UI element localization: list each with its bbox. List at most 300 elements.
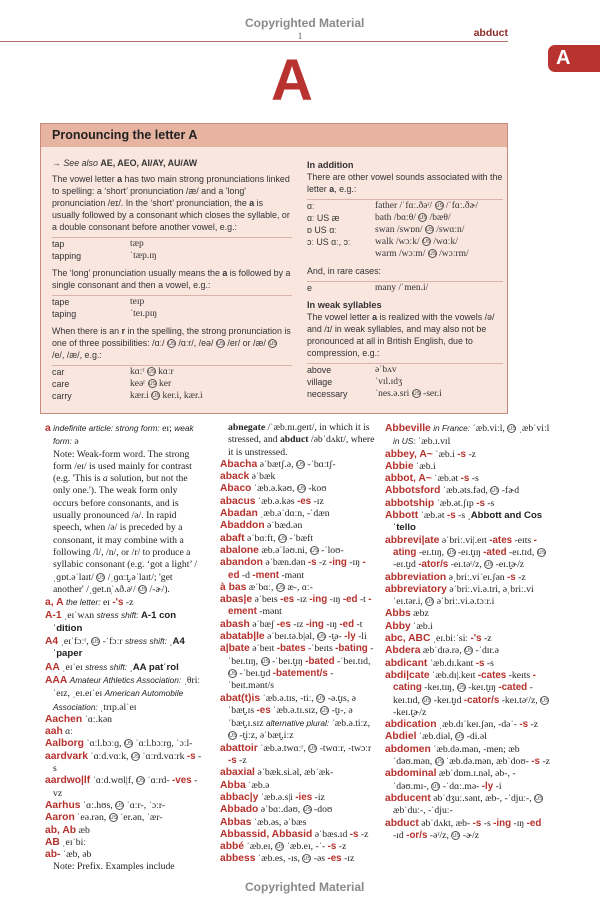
text: ˈæb.dɪ|.keɪt — [429, 669, 478, 681]
us-marker: US — [317, 695, 325, 702]
text: is usually followed by a consonant which closes the syllable, or a double consonant before another vowel, e.g.: — [52, 198, 290, 232]
headword: abandon — [220, 557, 263, 569]
dictionary-entry — [220, 767, 376, 779]
text: -t̬ɪ-, əˈbæt̬.ɪ.sɪz — [228, 704, 353, 730]
thumb-index-tab[interactable]: A — [548, 45, 600, 72]
text: /er/ or /æ/ — [224, 338, 269, 348]
headword: abbey, A~ — [385, 448, 433, 460]
text: əˈbæs.ɪd — [312, 828, 350, 840]
us-marker: US — [541, 697, 549, 704]
text: ˈæb.ə.tɪ.sɪz, — [270, 704, 321, 716]
us-marker: US — [485, 562, 493, 569]
example-pronunciation — [130, 308, 292, 320]
box-title: Pronouncing the letter A — [41, 124, 507, 147]
headword: Aaron — [45, 812, 75, 824]
us-marker: US — [303, 856, 311, 863]
dictionary-entry — [385, 449, 550, 461]
headword: abduct — [385, 817, 419, 829]
dictionary-entry — [45, 422, 205, 449]
text: -mənt — [279, 569, 305, 581]
inflection: -es — [280, 594, 295, 606]
us-marker: US — [491, 488, 499, 495]
example: ˌA4 ˈpaper — [53, 636, 185, 660]
headword: Abba — [220, 779, 246, 791]
text: ˈɑːrd.vɑːrk — [139, 750, 187, 762]
dictionary-entry — [220, 693, 376, 743]
example-row — [52, 390, 292, 402]
box-body — [41, 147, 507, 413]
dictionary-entry — [385, 658, 550, 670]
text: -ˈbeɪ.tɪd, — [334, 655, 371, 667]
dictionary-entry — [220, 631, 376, 643]
text: -s — [455, 510, 468, 522]
text: -doʊ — [311, 804, 333, 816]
text: Note: Prefix. Examples include — [53, 861, 175, 873]
dictionary-entry — [45, 775, 205, 800]
text: ˈæb.es, -ɪs, — [255, 853, 303, 865]
example-pronunciation — [375, 200, 503, 212]
dictionary-entry — [45, 825, 205, 837]
text: /e/, /æ/, e.g.: — [52, 350, 102, 360]
example-table — [52, 295, 292, 320]
us-marker: US — [261, 658, 270, 665]
text: æbz — [410, 608, 429, 620]
example-word — [307, 248, 375, 260]
text: ˈæb.viːl, — [470, 423, 508, 434]
headword: Abbeville — [385, 423, 431, 434]
inflection: -s — [460, 473, 470, 485]
text: kær.i — [130, 391, 152, 401]
text: -ˈfɔːr — [100, 636, 125, 648]
text: -s — [484, 657, 494, 669]
text: ˈæb.i — [410, 620, 433, 632]
dictionary-entry — [220, 817, 376, 829]
example-row — [52, 296, 292, 308]
text: /bæθ/ — [427, 213, 451, 223]
text: -di.əl — [464, 731, 487, 743]
dictionary-entry — [220, 508, 376, 520]
example-table — [307, 281, 503, 294]
example-word: tapping — [52, 251, 82, 261]
text: ˈæb.ə.kəs — [255, 495, 297, 507]
bold-text: r — [121, 326, 126, 336]
headword: Abdiel — [385, 731, 417, 743]
text: -t — [354, 618, 363, 630]
headword: AB — [45, 836, 60, 848]
dictionary-entry — [385, 584, 550, 609]
us-marker: US — [139, 586, 147, 593]
headword: abducent — [385, 792, 431, 804]
text: ˈæb.i — [413, 460, 436, 472]
box-paragraph — [307, 311, 503, 359]
dictionary-entry — [220, 483, 376, 495]
bold-text: AE, AEO, AI/AY, AU/AW — [100, 158, 198, 168]
text: ˈæb.eɪ, -ˈ- — [284, 841, 328, 853]
example-pronunciation — [130, 238, 292, 250]
example-pronunciation — [130, 296, 292, 308]
text: əˈbɑːft, — [244, 532, 278, 544]
text: teɪp — [130, 297, 145, 307]
example-row — [307, 364, 503, 376]
text: -ɪŋ — [511, 817, 527, 829]
us-marker: US — [419, 215, 427, 221]
dictionary-entry — [385, 793, 550, 818]
dictionary-entry — [45, 837, 205, 849]
text: -ˈbeɪ.tɪŋ, — [228, 643, 374, 667]
inflection: -ed — [339, 618, 355, 630]
us-marker: US — [537, 549, 546, 556]
text: -keɪ.tɪŋ, — [421, 682, 457, 694]
example-word: above — [307, 365, 332, 375]
text: And, in rare cases: — [307, 266, 381, 276]
text: -eɪ.təʳ/z, — [448, 559, 485, 571]
example-word: ɒ US ɑː — [307, 225, 337, 235]
us-marker: US — [309, 745, 317, 752]
dictionary-column-2 — [220, 422, 376, 866]
example-word: taping — [52, 309, 77, 319]
text: -ɪz — [341, 853, 355, 865]
text: ˌeɪˈbiː — [59, 836, 86, 848]
dictionary-entry — [220, 841, 376, 853]
headword: Aachen — [45, 713, 83, 725]
inflection: -s — [307, 557, 317, 569]
us-marker: US — [147, 369, 156, 375]
text: æˈbɑː, — [246, 581, 276, 593]
text: ˈɑːd.vɑːk, — [87, 750, 131, 762]
text: əˈbæk — [249, 471, 276, 483]
label: in France: — [433, 423, 471, 433]
text: There are other vowel sounds associated with the letter — [307, 172, 503, 194]
text: ˈæb.də.mən, æbˈdoʊ- — [443, 756, 532, 768]
headword: abattoir — [220, 742, 258, 754]
headword: Abdera — [385, 645, 421, 657]
us-marker: US — [452, 832, 460, 839]
us-marker: US — [447, 549, 456, 556]
inflection: -ves — [172, 775, 192, 787]
text: /wɑːk/ — [430, 237, 458, 247]
text: When there is an — [52, 326, 122, 336]
text: ˈæb.diəl, — [416, 731, 456, 743]
us-marker: US — [167, 341, 176, 347]
us-marker: US — [297, 486, 306, 493]
us-marker: US — [109, 815, 118, 822]
inflection: -s — [186, 750, 196, 762]
dictionary-entry — [45, 751, 205, 776]
headword: abas|e — [220, 594, 253, 606]
headword: Abbotsford — [385, 485, 441, 497]
text: -vz — [53, 775, 198, 799]
inflection: -s — [446, 510, 456, 522]
text: ˌæb.əˈdɑːn, -ˈdæn — [257, 508, 330, 520]
example-word: tap — [52, 239, 65, 249]
inflection: -s — [519, 719, 529, 731]
text: -ˈbɑːtʃ- — [304, 458, 336, 470]
text: -z — [336, 841, 347, 853]
text: many /ˈmen.i/ — [375, 283, 429, 293]
text: ˌeɪˈfɔːʳ, — [58, 636, 92, 648]
headword: abat(t)is — [220, 692, 261, 704]
text: ˌθriːˈeɪz, ˌeɪ.eɪˈeɪ — [53, 674, 201, 700]
text: əˈbæn.dən — [262, 557, 308, 569]
headword: abbot, A~ — [385, 473, 432, 485]
box-paragraph — [307, 265, 503, 277]
box-paragraph — [52, 157, 292, 169]
text: əˈbʌv — [375, 365, 397, 375]
text: -s — [53, 750, 202, 775]
text: is realized with the vowels /ə/ and /ɪ/ in weak syllables, and may also not be pronounced at all in British English, due to compression, e.g.: — [307, 312, 495, 358]
text: -eɪts — [512, 534, 534, 546]
inflection: -es — [296, 495, 312, 507]
page-number: 1 — [297, 31, 303, 41]
dictionary-entry — [220, 459, 376, 471]
headword: abbrevi|ate — [385, 534, 440, 546]
example-pronunciation — [375, 364, 503, 376]
dictionary-column-3 — [385, 422, 550, 842]
headword: AA — [45, 661, 60, 673]
inflection: -ing — [305, 618, 324, 630]
text: -iz — [312, 791, 325, 803]
text: /swɑːn/ — [433, 225, 465, 235]
headword: A4 — [45, 636, 59, 648]
inflection: -s — [476, 497, 485, 509]
italic-text: a — [102, 473, 108, 485]
headword: a, A — [45, 597, 64, 609]
text: kɑːʳ — [130, 367, 147, 377]
dictionary-entry — [220, 829, 376, 841]
text: ˈtæp.ɪŋ — [130, 251, 157, 261]
headword: abdomen — [385, 743, 431, 755]
text: The vowel letter — [52, 174, 118, 184]
text: -eɪ.t̬ɪŋ — [455, 546, 484, 558]
text: -keɪ.tɪd, — [393, 682, 533, 706]
dictionary-entry — [220, 520, 376, 532]
us-marker: US — [321, 707, 329, 714]
text: /ˌɡɑːt̬.əˈlaɪt/; 'get another' /ˌɡet.n̩ˈʌð.əʳ/ — [53, 571, 173, 595]
example-pronunciation — [130, 378, 292, 390]
inflection: -s — [349, 828, 359, 840]
dictionary-entry — [220, 557, 376, 582]
example-word: car — [52, 367, 65, 377]
inflection: -ies — [295, 791, 313, 803]
us-marker: US — [422, 239, 431, 245]
dictionary-entry — [45, 596, 205, 609]
text: æb — [76, 824, 90, 836]
inflection: -batement/s — [272, 667, 328, 679]
us-marker: US — [124, 741, 133, 748]
box-paragraph — [307, 171, 503, 195]
text: ˈɑːl.bɔːrɡ, ˈɔːl- — [132, 738, 193, 750]
example-pronunciation — [130, 250, 292, 262]
label: stress shift: — [124, 636, 167, 647]
dictionary-entry — [220, 792, 376, 804]
inflection: -ly — [481, 780, 494, 792]
text: ˈæb.ət — [431, 473, 461, 485]
dictionary-entry — [385, 461, 550, 473]
inflection: -ment — [252, 569, 280, 581]
inflection: -cates — [477, 669, 507, 681]
text: əˈbeɪs — [252, 594, 281, 606]
text: -t̬ə- — [325, 631, 345, 643]
example-row — [307, 282, 503, 294]
dictionary-entry — [220, 743, 376, 768]
dictionary-entry — [385, 422, 550, 449]
label: weak form: — [53, 423, 194, 447]
text: -ɪd — [393, 829, 407, 841]
bold-text: a — [329, 184, 335, 194]
example-word: necessary — [307, 389, 348, 399]
dictionary-entry — [45, 849, 205, 861]
inflection: -s — [457, 448, 467, 460]
text: The ‘long’ pronunciation usually means the — [52, 268, 223, 278]
inflection: -'s — [470, 633, 482, 645]
example-row — [52, 378, 292, 390]
text: æbˈdɪə.rə, — [420, 645, 465, 657]
text: ˈæb, əb — [60, 849, 92, 861]
bold-text: a — [372, 312, 378, 322]
example-word: ɑː — [307, 201, 315, 211]
dictionary-entry — [220, 496, 376, 508]
text: -koʊ — [305, 483, 327, 495]
text: -ˈdɪr.ə — [473, 645, 499, 657]
text: -ˈbæft — [286, 532, 314, 544]
text: -z — [123, 597, 134, 609]
text: ˌeɪˈeɪ — [59, 661, 86, 673]
us-marker: US — [428, 251, 437, 257]
example-row — [307, 224, 503, 236]
text: ˌeɪ.biːˈsiː — [430, 633, 471, 645]
headword: Aalborg — [45, 738, 84, 750]
text: ˈæb.ə.twɑːʳ, — [257, 742, 309, 754]
bold-text: a — [222, 268, 228, 278]
text: father /ˈfɑː.ðəʳ/ — [375, 201, 435, 211]
text: -t — [357, 594, 369, 606]
us-marker: US — [423, 697, 431, 704]
dictionary-entry — [385, 633, 550, 645]
text: ˈæb.ə.s|i — [258, 791, 296, 803]
box-subheading: In addition — [307, 160, 354, 170]
label: alternative plural: — [265, 718, 330, 729]
headword: ab- — [45, 849, 61, 861]
us-marker: US — [456, 734, 464, 741]
inflection: -bating — [335, 643, 368, 655]
us-marker: US — [317, 634, 326, 641]
text: əˈbɑː.dəʊ, — [258, 804, 303, 816]
text: , e.g.: — [334, 184, 357, 194]
text: ker.i, kær.i — [160, 391, 203, 401]
label: in US: — [393, 436, 416, 447]
text: eɪ — [100, 597, 113, 609]
text: ˈæb.dɪ.kənt — [427, 657, 476, 669]
dictionary-entry — [45, 812, 205, 824]
dictionary-column-1 — [45, 422, 205, 874]
dictionary-entry — [385, 535, 550, 572]
us-marker: US — [216, 341, 225, 347]
text: in the spelling, the strong pronunciation is one of three possibilities: /ɑː/ — [52, 326, 291, 348]
text: -t̬iːz, əˈbæt̬.iːz — [237, 730, 294, 742]
text: ker — [156, 379, 172, 389]
text: ˈɑːr-, ˈɔːr- — [124, 799, 166, 811]
text: -z — [316, 557, 329, 569]
text: -ɪz — [290, 618, 306, 630]
text: warm /wɔːm/ — [375, 249, 428, 259]
text: -əʳ/z, — [427, 829, 452, 841]
dictionary-entry — [220, 471, 376, 483]
text: əˈbætʃ.ə, — [257, 458, 296, 470]
text: -ɪz — [294, 594, 310, 606]
example-pronunciation — [130, 390, 292, 402]
dictionary-entry — [220, 780, 376, 792]
text: -i — [493, 780, 502, 792]
dictionary-entry — [385, 645, 550, 657]
box-left-column — [52, 157, 292, 407]
us-marker: US — [148, 381, 157, 387]
text: swan /swɒn/ — [375, 225, 425, 235]
headword: Abbassid, Abbasid — [220, 828, 313, 840]
headword: abdicant — [385, 657, 428, 669]
headword: abbotship — [385, 497, 435, 509]
text: eɪ; — [159, 423, 175, 434]
inflection: -ator/s — [418, 559, 449, 571]
inflection: -ated — [483, 546, 507, 558]
text: Note: Weak-form word. The strong form /eɪ/ is used mainly for contrast (e.g. 'This is — [53, 448, 192, 485]
headword: Abaddon — [220, 520, 265, 532]
text: -z — [528, 719, 539, 731]
text: -keɪ.təʳ/z, — [499, 694, 541, 706]
text: /wɔːrm/ — [436, 249, 469, 259]
headword: a — [45, 423, 51, 434]
text: ˈæb.i — [432, 448, 458, 460]
text: ˌtrɪp.əlˈeɪ — [97, 701, 137, 713]
text: ə — [71, 436, 79, 448]
dictionary-entry — [385, 731, 550, 743]
example-row — [307, 236, 503, 248]
headword: Abadan — [220, 508, 258, 520]
text: -z — [236, 755, 247, 767]
text: -ser.i — [420, 389, 442, 399]
text: əˈbriː.vi.ə.tri, əˌbriː.viˈeɪ.tər.i, — [393, 583, 534, 608]
text: -ə.t̬ɪs, əˈbæt̬.ɪs — [228, 692, 356, 716]
text: əˈbeɪ.tə.b|əl, — [264, 631, 317, 643]
dictionary-entry — [45, 800, 205, 812]
dictionary-columns — [0, 422, 600, 874]
inflection: -s — [327, 841, 337, 853]
us-marker: US — [116, 802, 124, 809]
dictionary-entry — [220, 582, 376, 594]
section-letter: A — [271, 48, 313, 113]
inflection: -or/s — [406, 829, 428, 841]
us-marker: US — [303, 807, 312, 814]
example-row — [52, 366, 292, 378]
inflection: -es — [256, 704, 271, 716]
text: is followed by a single consonant and then a vowel, e.g.: — [52, 268, 291, 290]
headword: Abbado — [220, 804, 259, 816]
us-marker: US — [535, 795, 543, 802]
inflection: -cated — [498, 682, 528, 694]
text: -ɪŋ — [323, 618, 340, 630]
headword: Abbott — [385, 510, 419, 522]
headword: aardvark — [45, 750, 88, 762]
dictionary-entry — [45, 635, 205, 661]
bold-text: abnegate — [228, 422, 266, 433]
box-paragraph — [52, 325, 292, 361]
example-pronunciation — [375, 376, 503, 388]
dictionary-entry — [220, 643, 376, 692]
text: ˌeɪˈwʌn — [61, 610, 97, 622]
text: ɑː — [62, 726, 73, 738]
example-pronunciation — [375, 212, 503, 224]
text: -ˈbeɪ.t̬ɪŋ — [269, 655, 306, 667]
text: æbˈdɒm.ɪ.nəl, əb-, -ˈdəʊ.mɪ-, — [393, 768, 516, 792]
